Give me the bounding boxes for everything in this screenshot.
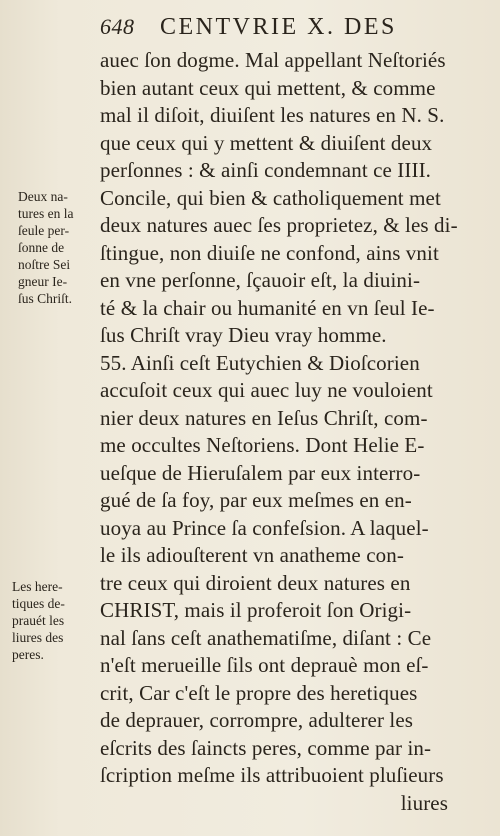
margin-note-line: ſus Chriſt. <box>18 291 73 306</box>
text-line: 55. Ainſi ceſt Eutychien & Dioſcorien <box>100 350 420 375</box>
catchword: liures <box>400 790 448 815</box>
text-line: ſtingue, non diuiſe ne confond, ains vnit <box>100 240 439 265</box>
text-line: mal il diſoit, diuiſent les natures en N. S. <box>100 103 445 127</box>
text-line: ſcription meſme ils attribuoient pluſieurs <box>100 763 444 787</box>
text-line: nier deux natures en Ieſus Chriſt, com- <box>100 405 428 430</box>
text-line: que ceux qui y mettent & diuiſent deux <box>100 130 433 155</box>
margin-note-line: peres. <box>12 647 44 662</box>
text-line: tre ceux qui diroient deux natures en <box>100 570 411 595</box>
text-line: n'eſt merueille ſils ont deprauè mon eſ- <box>100 653 429 677</box>
text-line: nal ſans ceſt anathematiſme, diſant : Ce <box>100 625 432 650</box>
margin-note-line: ſonne de <box>18 240 65 255</box>
text-line: gué de ſa foy, par eux meſmes en en- <box>100 488 412 512</box>
text-line: me occultes Neſtoriens. Dont Helie E- <box>100 433 425 457</box>
text-line: en vne perſonne, ſçauoir eſt, la diuini- <box>100 268 421 292</box>
text-line: uoya au Prince ſa confeſsion. A laquel- <box>100 515 429 540</box>
text-line: de deprauer, corrompre, adulterer les <box>100 708 414 732</box>
page-header <box>100 14 480 44</box>
text-line: bien autant ceux qui mettent, & comme <box>100 75 436 100</box>
margin-note-two-natures <box>18 188 98 307</box>
page-number: 648 <box>100 14 135 39</box>
text-line: deux natures auec ſes proprietez, & les di- <box>100 213 458 237</box>
text-line: le ils adiouſterent vn anatheme con- <box>100 543 404 567</box>
margin-note-line: Deux na- <box>18 189 68 204</box>
text-line: crit, Car c'eſt le propre des heretiques <box>100 680 418 705</box>
margin-note-line: tures en la <box>18 206 74 221</box>
margin-note-line: prauét les <box>12 613 65 628</box>
margin-note-line: gneur Ie- <box>18 274 68 289</box>
body-text <box>100 47 470 817</box>
text-line: ueſque de Hieruſalem par eux interro- <box>100 460 421 485</box>
margin-note-line: ſeule per- <box>18 223 70 238</box>
margin-note-line: liures des <box>12 630 64 645</box>
text-line: CHRIST, mais il proferoit ſon Origi- <box>100 598 412 622</box>
text-line: eſcrits des ſaincts peres, comme par in- <box>100 735 432 760</box>
text-line: accuſoit ceux qui auec luy ne vouloient <box>100 378 433 402</box>
margin-note-heretics <box>12 578 92 663</box>
text-line: ſus Chriſt vray Dieu vray homme. <box>100 323 387 347</box>
text-line: Concile, qui bien & catholiquement met <box>100 185 441 210</box>
margin-note-line: Les here- <box>12 579 63 594</box>
margin-note-line: tiques de- <box>12 596 65 611</box>
running-title: CENTVRIE X. DES <box>160 14 397 40</box>
margin-note-line: noſtre Sei <box>18 257 71 272</box>
text-line: perſonnes : & ainſi condemnant ce IIII. <box>100 158 432 182</box>
text-line: auec ſon dogme. Mal appellant Neſtoriés <box>100 48 446 72</box>
text-line: té & la chair ou humanité en vn ſeul Ie- <box>100 295 435 320</box>
